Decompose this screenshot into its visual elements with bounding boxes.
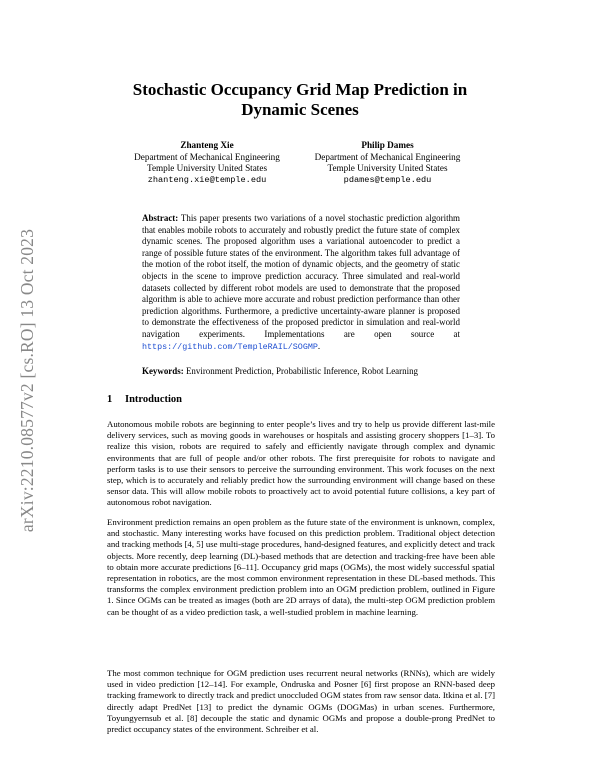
author-department: Department of Mechanical Engineering	[134, 151, 280, 162]
keywords	[142, 365, 472, 377]
source-code-link[interactable]: https://github.com/TempleRAIL/SOGMP	[142, 341, 318, 352]
abstract	[142, 213, 460, 353]
author-affiliation: Temple University United States	[146, 163, 268, 173]
author-name: Philip Dames	[361, 140, 414, 150]
author-block-2	[305, 140, 470, 186]
abstract-body: This paper presents two variations of a novel stochastic prediction algorithm that enables mobile robots to accurately and robustly predict the future state of complex dynamic scenes. The proposed algorithm uses a variational autoencoder to predict a range of possible future states of the environment. The algorithm takes full advantage of the motion of the robot itself, the motion of dynamic objects, and the geometry of static objects in the scene to improve prediction accuracy. Three simulated and real-world datasets collected by different robot models are used to demonstrate that the proposed algorithm is able to achieve more accurate and robust prediction performance than other prediction algorithms. Furthermore, a predictive uncertainty-aware planner is proposed to demonstrate the effectiveness of the proposed predictor in simulation and real-world navigation experiments. Implementations are open source at	[142, 213, 461, 339]
arxiv-identifier-stamp	[8, 200, 48, 560]
abstract-label: Abstract:	[142, 213, 179, 223]
body-paragraph-3: The most common technique for OGM prediction uses recurrent neural networks (RNNs), which are widely used in video prediction [12–14]. For example, Ondruska and Posner [6] first propose an RNN-based deep tracking framework to directly track and predict unoccluded OGM states from raw sensor data. Itkina et al. [7] directly adapt PredNet [13] to predict the dynamic OGMs (DOGMas) in urban scenes. Furthermore, Toyungyernsub et al. [8] decouple the static and dynamic OGMs and propose a double-prong PredNet to predict occupancy states of the environment. Schreiber et al.	[107, 668, 495, 735]
author-affiliation: Temple University United States	[327, 163, 448, 173]
keywords-label: Keywords:	[142, 366, 184, 376]
author-block-1	[122, 140, 292, 186]
author-email: pdames@temple.edu	[343, 174, 432, 185]
paper-title: Stochastic Occupancy Grid Map Prediction in Dynamic Scenes	[132, 80, 468, 119]
body-paragraph-1: Autonomous mobile robots are beginning to enter people’s lives and try to help us provide different last-mile delivery services, such as moving goods in warehouses or hospitals and assisting grocery shoppers [1–3]. To realize this vision, robots are required to safely and efficiently navigate through complex and dynamic environments that are full of people and/or other robots. The first prerequisite for robots to navigate and perform tasks is to use their sensors to perceive the surrounding environment. This work focuses on the next step, which is to accurately and reliably predict how the surrounding environment will change based on these sensor data. This will allow mobile robots to proactively act to avoid potential future collisions, a key part of autonomous robot navigation.	[107, 419, 495, 508]
section-heading-introduction	[107, 394, 182, 405]
author-name: Zhanteng Xie	[180, 140, 234, 150]
abstract-end: .	[317, 340, 321, 351]
section-number: 1	[107, 394, 113, 405]
body-paragraph-2: Environment prediction remains an open problem as the future state of the environment is unknown, complex, and stochastic. Many interesting works have focused on this prediction problem. Traditional object detection and tracking methods [4, 5] use multi-stage procedures, hand-designed features, and explicitly detect and track objects. More recently, deep learning (DL)-based methods that are detection and tracking-free have been able to obtain more accurate predictions [6–11]. Occupancy grid maps (OGMs), the most widely successful spatial representation in robotics, are the most common environment representation in these DL-based methods. This transforms the complex environment prediction problem into an OGM prediction problem, outlined in Figure 1. Since OGMs can be treated as images (both are 2D arrays of data), the multi-step OGM prediction problem can be thought of as a video prediction task, a well-studied problem in machine learning.	[107, 517, 495, 617]
keywords-text: Environment Prediction, Probabilistic Inference, Robot Learning	[185, 366, 419, 376]
author-department: Department of Mechanical Engineering	[314, 151, 461, 162]
section-title: Introduction	[125, 394, 182, 405]
author-email: zhanteng.xie@temple.edu	[147, 174, 267, 185]
arxiv-identifier-text: arXiv:2210.08577v2 [cs.RO] 13 Oct 2023	[17, 228, 38, 532]
